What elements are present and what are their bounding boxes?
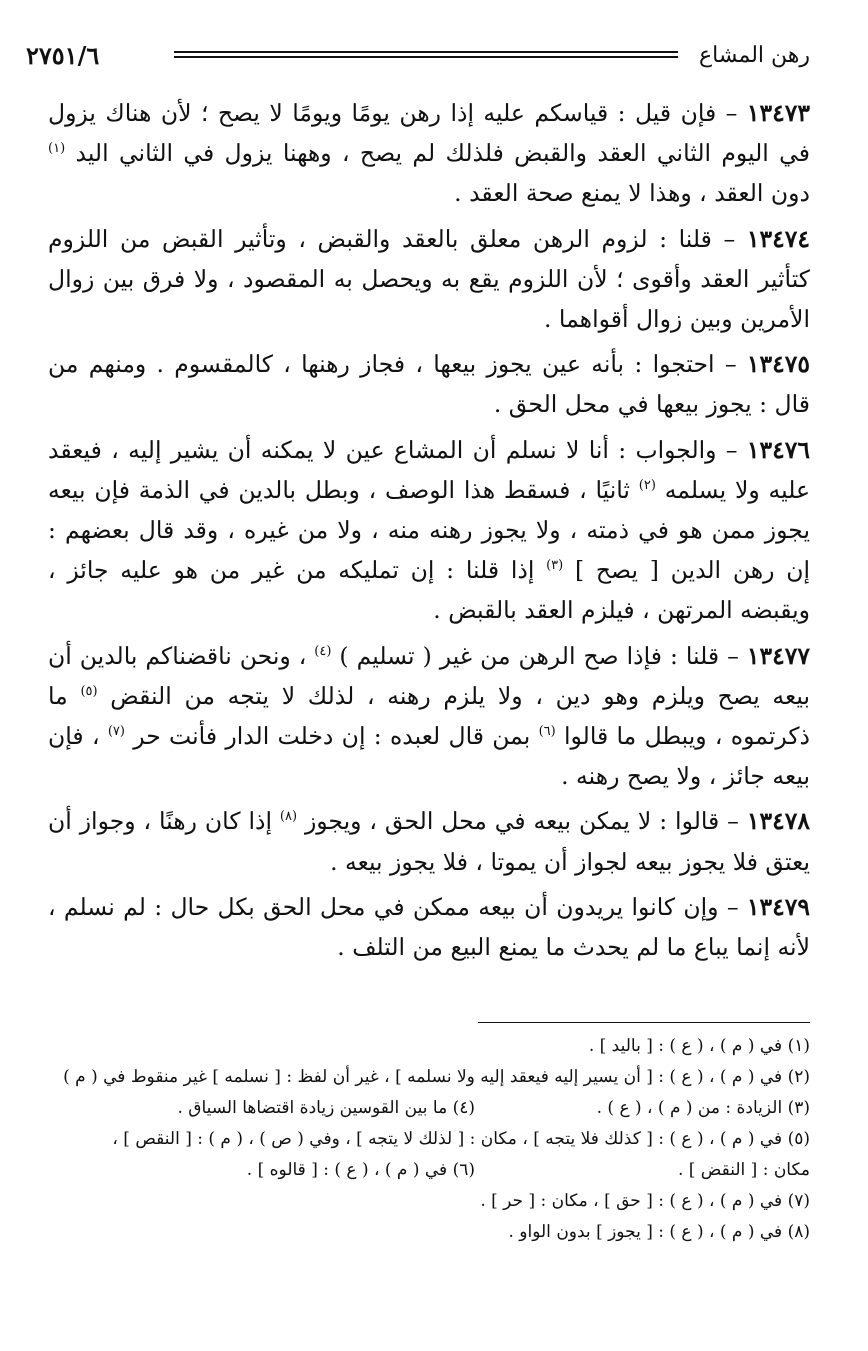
header-double-rule bbox=[174, 51, 678, 58]
footnote-line bbox=[48, 1093, 810, 1124]
footnote-line bbox=[48, 1124, 810, 1155]
paragraph bbox=[48, 801, 810, 881]
footnote-text: (٣) الزيادة : من ( م ) ، ( ع ) . bbox=[596, 1098, 810, 1118]
paragraph-text: ثانيًا ، فسقط هذا الوصف ، وبطل بالدين في الذمة فإن بيعه يجوز ممن هو في ذمته ، ولا يجوز رهنه منه ، ولا من غيره ، وقد قال بعضهم : إن رهن الدين [ يصح ] bbox=[48, 475, 810, 585]
footnote-text: (١) في ( م ) ، ( ع ) : [ باليد ] . bbox=[588, 1036, 810, 1056]
paragraph-number: ١٣٤٧٨ bbox=[746, 807, 810, 836]
paragraph-number: ١٣٤٧٩ bbox=[746, 892, 810, 921]
paragraph-text: – احتجوا : بأنه عين يجوز بيعها ، فجاز رهنها ، كالمقسوم . ومنهم من قال : يجوز بيعها في محل الحق . bbox=[48, 350, 810, 419]
footnote-reference: (٦) bbox=[538, 724, 556, 740]
paragraph-text: دون العقد ، وهذا لا يمنع صحة العقد . bbox=[454, 179, 810, 208]
paragraph-text: – قلنا : لزوم الرهن معلق بالعقد والقبض ، وتأثير القبض من اللزوم كتأثير العقد وأقوى ؛ لأن اللزوم يقع به ويحصل به المقصود ، ولا فرق بين زوال الأمرين وبين زوال أقواهما . bbox=[48, 224, 810, 334]
footnote-text: (٥) في ( م ) ، ( ع ) : [ كذلك فلا يتجه ] ، مكان : [ لذلك لا يتجه ] ، وفي ( ص ) ، ( م ) : [ النقص ] ، bbox=[112, 1129, 810, 1149]
footnote-line bbox=[48, 1031, 810, 1062]
paragraph-text: – وإن كانوا يريدون أن بيعه ممكن في محل الحق بكل حال : لم نسلم ، لأنه إنما يباع ما لم يحدث ما يمنع البيع من التلف . bbox=[48, 892, 810, 962]
paragraph-number: ١٣٤٧٦ bbox=[746, 435, 810, 464]
paragraph-text: بمن قال لعبده : إن دخلت الدار فأنت حر bbox=[124, 722, 539, 751]
paragraph-number: ١٣٤٧٤ bbox=[746, 224, 810, 253]
footnote-reference: (٧) bbox=[107, 724, 125, 740]
footnote-separator bbox=[478, 1022, 810, 1023]
paragraph-number: ١٣٤٧٥ bbox=[746, 350, 810, 379]
footnote-text: (٧) في ( م ) ، ( ع ) : [ حق ] ، مكان : [ حر ] . bbox=[480, 1191, 810, 1211]
paragraph bbox=[48, 344, 810, 424]
footnote-line bbox=[48, 1062, 810, 1093]
footnote-line bbox=[48, 1186, 810, 1217]
running-header bbox=[26, 36, 810, 76]
paragraph bbox=[48, 93, 810, 214]
paragraph-text: إذا قلنا : إن تمليكه من غير من هو عليه جائز ، ويقبضه المرتهن ، فيلزم العقد بالقبض . bbox=[48, 556, 810, 625]
footnote-text: (٨) في ( م ) ، ( ع ) : [ يجوز ] بدون الواو . bbox=[508, 1222, 810, 1242]
paragraph bbox=[48, 430, 810, 631]
running-title: رهن المشاع bbox=[699, 43, 810, 68]
paragraph-text: ما ذكرتموه ، ويبطل ما قالوا bbox=[48, 681, 810, 751]
footnote-reference: (٨) bbox=[279, 809, 298, 825]
paragraph-number: ١٣٤٧٣ bbox=[746, 99, 810, 127]
paragraph bbox=[48, 887, 810, 967]
paragraph-number: ١٣٤٧٧ bbox=[746, 641, 811, 670]
footnote-reference: (٤) bbox=[314, 643, 332, 659]
footnote-text: (٦) في ( م ) ، ( ع ) : [ قالوه ] . bbox=[246, 1160, 475, 1180]
footnote-reference: (٣) bbox=[546, 558, 564, 574]
paragraph-text: – قالوا : لا يمكن بيعه في محل الحق ، ويجوز bbox=[297, 807, 747, 836]
footnote-line bbox=[48, 1217, 810, 1248]
footnote-reference: (٢) bbox=[638, 478, 656, 493]
paragraph-text: – فإن قيل : قياسكم عليه إذا رهن يومًا ويومًا لا يصح ؛ لأن هناك يزول في اليوم الثاني العقد والقبض فلذلك لم يصح ، وههنا يزول في الثاني اليد bbox=[48, 99, 810, 168]
paragraph-text: إذا كان رهنًا ، وجواز أن يعتق فلا يجوز بيعه لجواز أن يموتا ، فلا يجوز بيعه . bbox=[48, 807, 810, 876]
footnote-line bbox=[48, 1155, 810, 1186]
footnote-reference: (١) bbox=[48, 141, 66, 157]
footnote-text: (٢) في ( م ) ، ( ع ) : [ أن يسير إليه فيعقد إليه ولا نسلمه ] ، غير أن لفظ : [ نسلمه ] غير منقوط في ( م ) bbox=[63, 1067, 810, 1087]
paragraph-text: – قلنا : فإذا صح الرهن من غير ( تسليم ) bbox=[331, 641, 747, 670]
footnote-text: (٤) ما بين القوسين زيادة اقتضاها السياق . bbox=[177, 1098, 475, 1118]
footnote-text: مكان : [ النقض ] . bbox=[677, 1160, 810, 1180]
paragraph-text: ، ونحن ناقضناكم بالدين أن بيعه يصح ويلزم وهو دين ، ولا يلزم رهنه ، لذلك لا يتجه من النقض bbox=[48, 641, 811, 710]
paragraph-text: – والجواب : أنا لا نسلم أن المشاع عين لا يمكنه أن يشير إليه ، فيعقد عليه ولا يسلمه bbox=[48, 435, 810, 504]
footnotes bbox=[48, 1031, 810, 1248]
page-number: ٢٧٥١/٦ bbox=[26, 41, 100, 70]
paragraph-text: ، فإن بيعه جائز ، ولا يصح رهنه . bbox=[48, 722, 810, 791]
paragraph bbox=[48, 636, 810, 797]
footnote-reference: (٥) bbox=[80, 684, 98, 700]
body-text bbox=[48, 93, 810, 972]
paragraph bbox=[48, 219, 810, 340]
